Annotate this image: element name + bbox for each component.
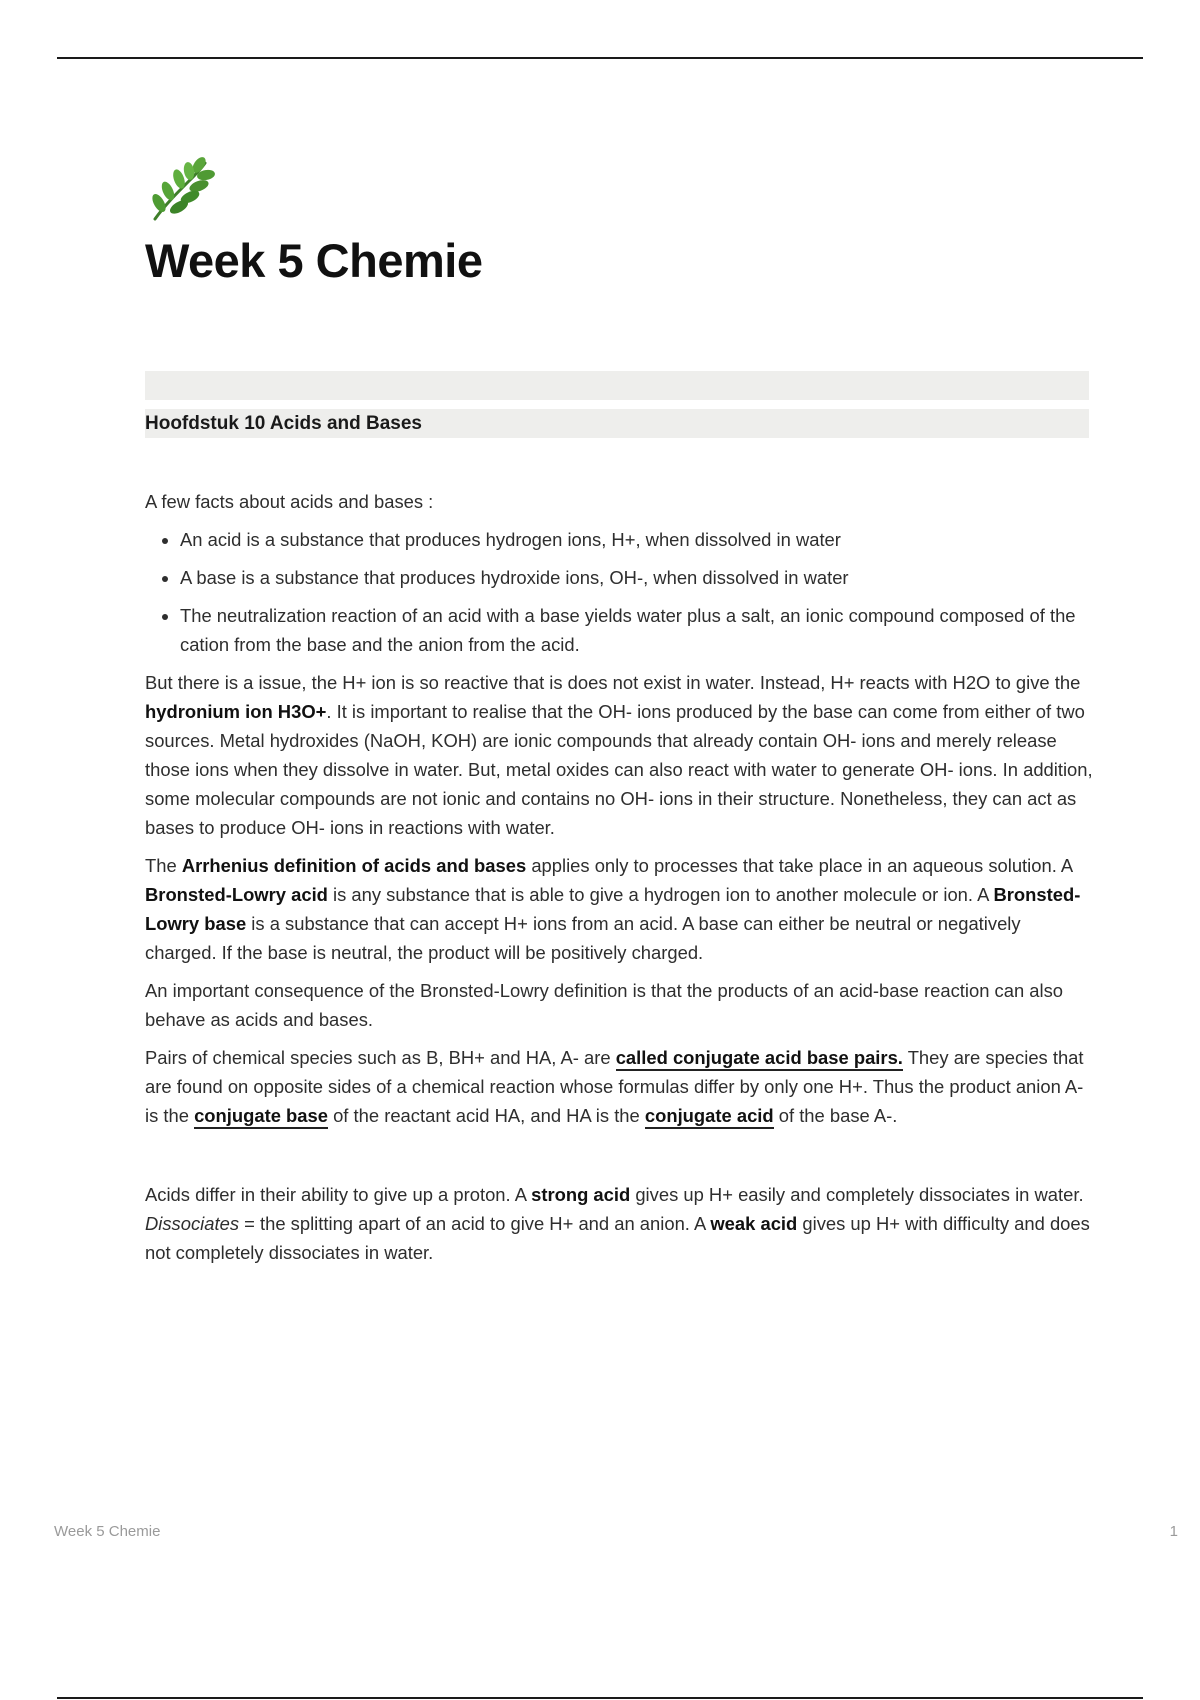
term-bronsted-acid: Bronsted-Lowry acid	[145, 884, 328, 905]
term-weak-acid: weak acid	[710, 1213, 798, 1234]
hydronium-paragraph: But there is a issue, the H+ ion is so reactive that is does not exist in water. Instead, H+ reacts with H2O to give the hydronium ion H3O+. It is important to realise that the OH- ions produced by the base can come from either of two sources. Metal hydroxides (NaOH, KOH) are ionic compounds that already contain OH- ions and merely release those ions when they dissolve in water. But, metal oxides can also react with water to generate OH- ions. In addition, some molecular compounds are not ionic and contains no OH- ions in their structure. Nonetheless, they can act as bases to produce OH- ions in reactions with water.	[145, 672, 1093, 838]
paragraph-spacer	[145, 1139, 1095, 1180]
highlight-band-empty	[145, 371, 1089, 400]
term-arrhenius: Arrhenius definition of acids and bases	[181, 855, 527, 876]
term-conjugate-base: conjugate base	[194, 1105, 328, 1129]
conjugate-paragraph: Pairs of chemical species such as B, BH+ and HA, A- are called conjugate acid base pairs. They are species that are found on opposite sides of a chemical reaction whose formulas differ by only one H+. Thus the product anion A- is the conjugate base of the reactant acid HA, and HA is the conjugate acid of the base A-.	[145, 1043, 1095, 1130]
definitions-paragraph: The Arrhenius definition of acids and bases applies only to processes that take place in an aqueous solution. A Bronsted-Lowry acid is any substance that is able to give a hydrogen ion to another molecule or ion. A Bronsted-Lowry base is a substance that can accept H+ ions from an acid. A base can either be neutral or negatively charged. If the base is neutral, the product will be positively charged.	[145, 855, 1081, 963]
section-heading: Hoofdstuk 10 Acids and Bases	[145, 413, 422, 434]
list-item: • A base is a substance that produces hydroxide ions, OH-, when dissolved in water	[180, 563, 1095, 592]
term-conjugate-acid: conjugate acid	[645, 1105, 774, 1129]
document-body	[145, 487, 1095, 1276]
bottom-rule	[57, 1697, 1143, 1699]
consequence-paragraph: An important consequence of the Bronsted-Lowry definition is that the products of an acid-base reaction can also behave as acids and bases.	[145, 980, 1064, 1030]
top-rule	[57, 57, 1143, 59]
intro-paragraph: A few facts about acids and bases :	[145, 491, 434, 512]
list-item: • An acid is a substance that produces hydrogen ions, H+, when dissolved in water	[180, 525, 1095, 554]
page-title: Week 5 Chemie	[145, 234, 483, 287]
term-dissociates: Dissociates	[145, 1213, 240, 1234]
term-strong-acid: strong acid	[531, 1184, 631, 1205]
footer-title: Week 5 Chemie	[54, 1523, 161, 1540]
list-item: • The neutralization reaction of an acid with a base yields water plus a salt, an ionic compound composed of the cation from the base and the anion from the acid.	[180, 601, 1095, 659]
footer-page-number: 1	[1169, 1523, 1178, 1540]
term-hydronium: hydronium ion H3O+	[145, 701, 327, 722]
facts-list	[145, 525, 1095, 659]
herb-icon	[143, 153, 215, 225]
term-conjugate-pairs: called conjugate acid base pairs.	[616, 1047, 903, 1071]
acid-strength-paragraph: Acids differ in their ability to give up a proton. A strong acid gives up H+ easily and completely dissociates in water. Dissociates = the splitting apart of an acid to give H+ and an anion. A weak acid gives up H+ with difficulty and does not completely dissociates in water.	[145, 1184, 1090, 1263]
term-bronsted-base: Bronsted-Lowry base	[145, 884, 1081, 934]
